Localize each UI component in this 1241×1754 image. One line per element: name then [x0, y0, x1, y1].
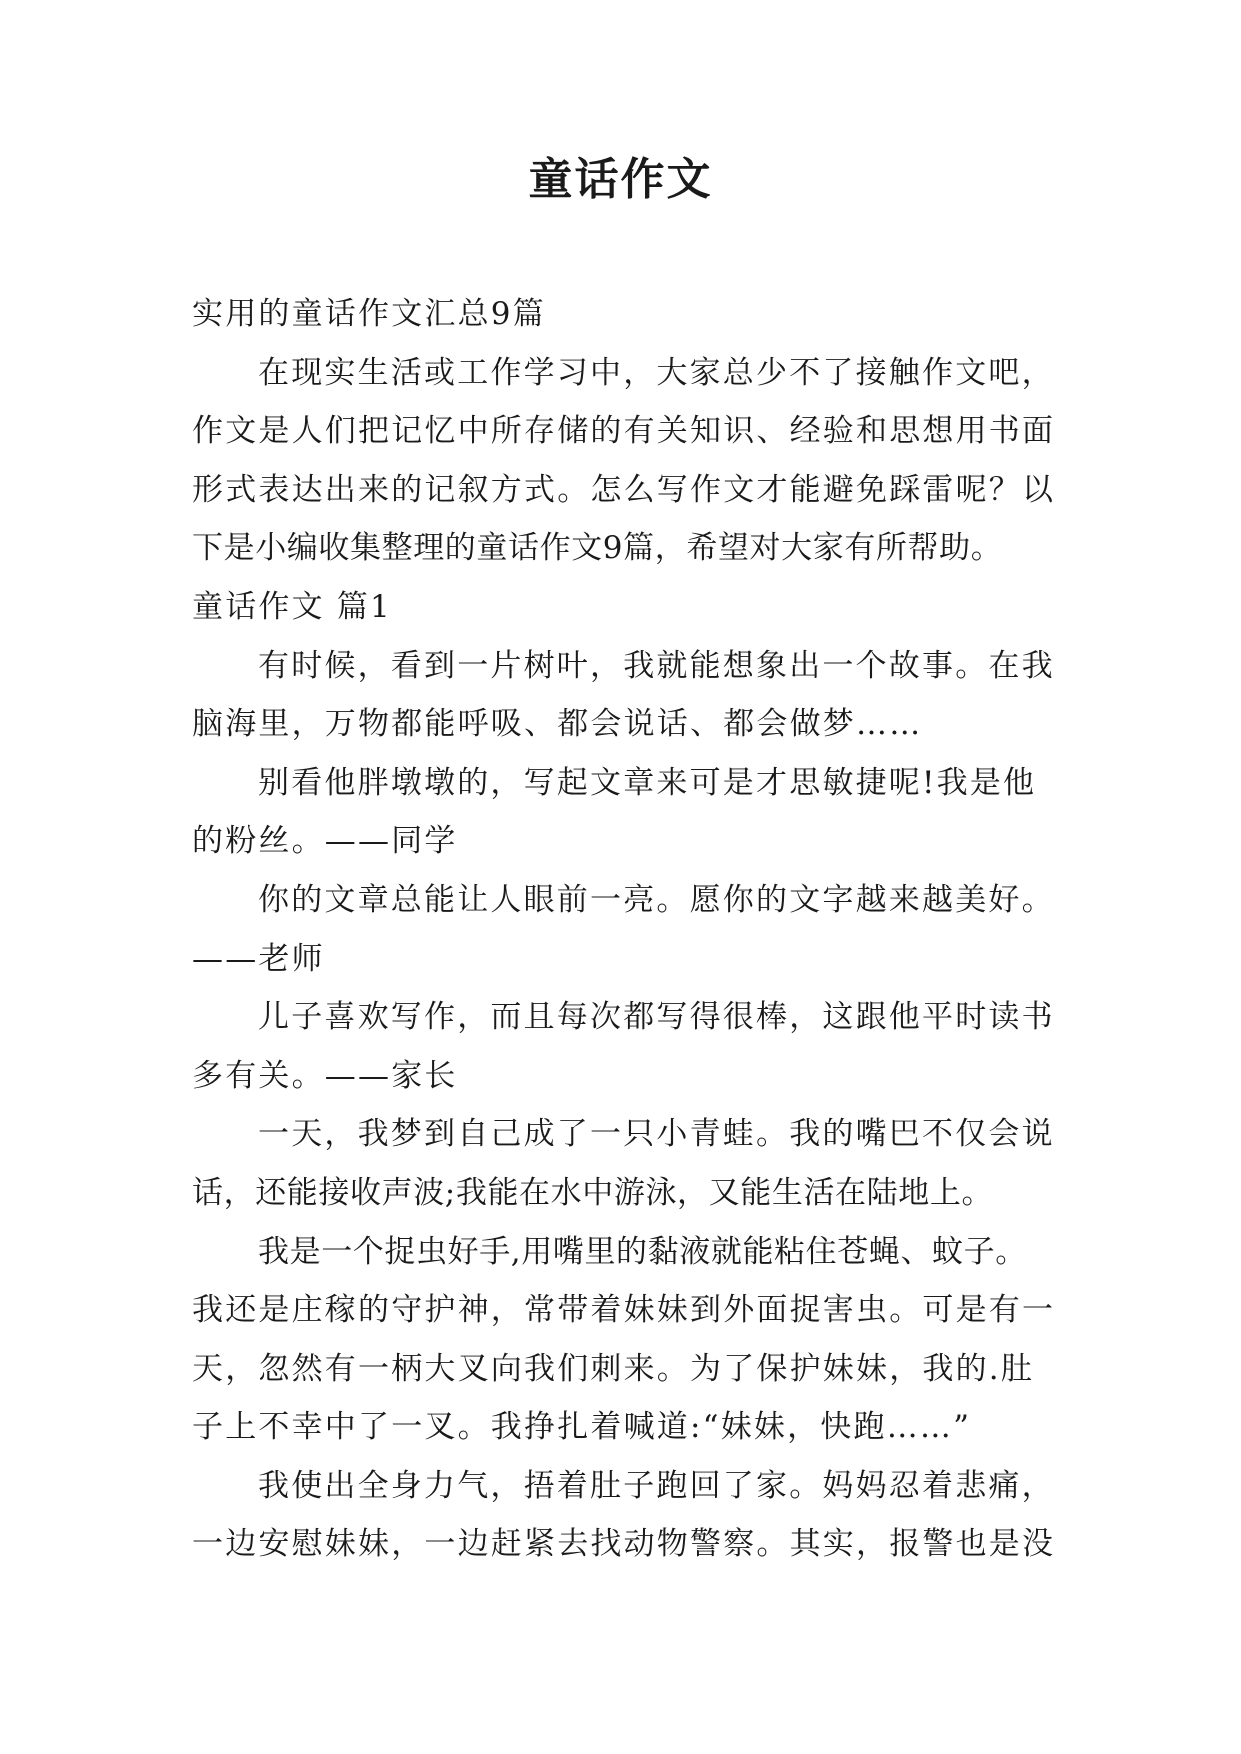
paragraph-line: 的粉丝。——同学 [192, 823, 458, 860]
paragraph-line: 我是一个捉虫好手,用嘴里的黏液就能粘住苍蝇、蚊子。 [258, 1233, 1027, 1270]
paragraph-line: 有时候，看到一片树叶，我就能想象出一个故事。在我 [258, 647, 1055, 684]
paragraph-line: 我还是庄稼的守护神，常带着妹妹到外面捉害虫。可是有一 [192, 1292, 1056, 1329]
paragraph-line: ——老师 [192, 940, 325, 977]
paragraph-line: 在现实生活或工作学习中，大家总少不了接触作文吧， [258, 354, 1055, 391]
paragraph-line: 脑海里，万物都能呼吸、都会说话、都会做梦…… [192, 706, 923, 743]
section-heading: 童话作文 篇1 [192, 588, 392, 625]
paragraph-line: 话，还能接收声波;我能在水中游泳，又能生活在陆地上。 [192, 1174, 994, 1211]
paragraph-line: 天，忽然有一柄大叉向我们刺来。为了保护妹妹，我的.肚 [192, 1350, 1035, 1387]
paragraph-line: 下是小编收集整理的童话作文9篇，希望对大家有所帮助。 [192, 530, 1003, 567]
paragraph-line: 儿子喜欢写作，而且每次都写得很棒，这跟他平时读书 [258, 999, 1055, 1036]
paragraph-line: 别看他胖墩墩的，写起文章来可是才思敏捷呢!我是他 [258, 764, 1037, 801]
paragraph-line: 你的文章总能让人眼前一亮。愿你的文字越来越美好。 [258, 881, 1055, 918]
paragraph-line: 多有关。——家长 [192, 1057, 458, 1094]
paragraph-line: 形式表达出来的记叙方式。怎么写作文才能避免踩雷呢？以 [192, 471, 1056, 508]
document-body [192, 285, 1072, 1574]
document-title: 童话作文 [528, 154, 713, 205]
paragraph-line: 一边安慰妹妹，一边赶紧去找动物警察。其实，报警也是没 [192, 1526, 1056, 1563]
paragraph-line: 一天，我梦到自己成了一只小青蛙。我的嘴巴不仅会说 [258, 1116, 1055, 1153]
subtitle-line: 实用的童话作文汇总9篇 [192, 296, 546, 332]
paragraph-line: 作文是人们把记忆中所存储的有关知识、经验和思想用书面 [192, 413, 1056, 450]
paragraph-line: 我使出全身力气，捂着肚子跑回了家。妈妈忍着悲痛， [258, 1467, 1055, 1504]
paragraph-line: 子上不幸中了一叉。我挣扎着喊道:“妹妹，快跑……” [192, 1409, 972, 1446]
